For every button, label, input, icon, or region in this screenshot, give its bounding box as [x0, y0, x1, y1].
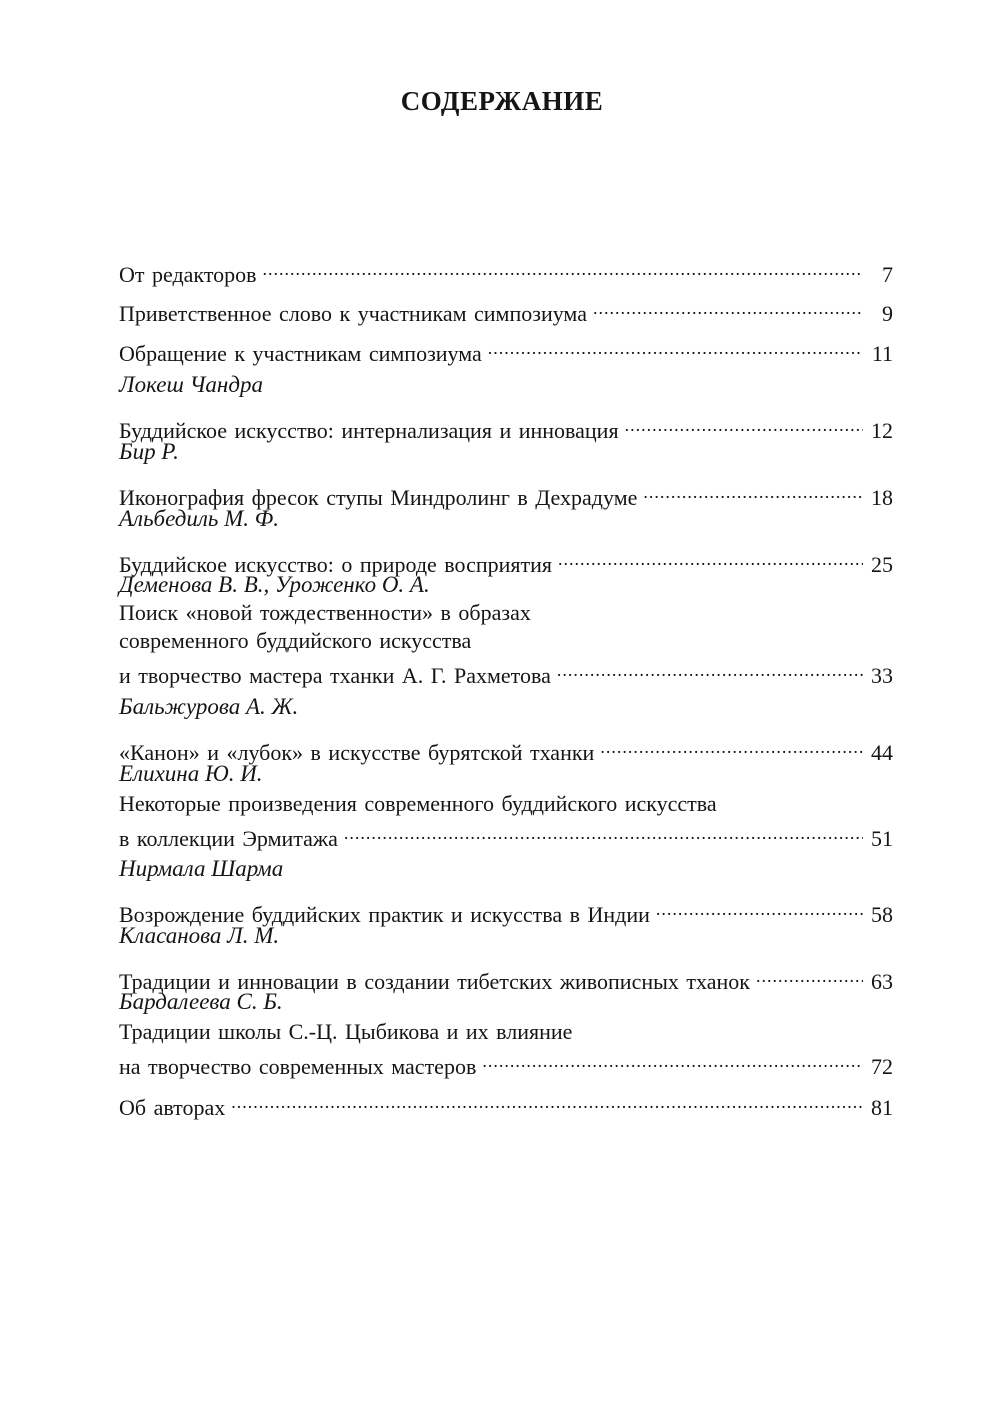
entry-title: Обращение к участникам симпозиума [119, 341, 482, 366]
toc-entry-address[interactable] [119, 333, 893, 366]
entry-title: Приветственное слово к участникам симпозиума [119, 301, 587, 326]
toc-entry-bir[interactable] [119, 438, 893, 510]
entry-title: и творчество мастера тханки А. Г. Рахметова [119, 663, 551, 688]
entry-title: Традиции и инновации в создании тибетских живописных тханок [119, 969, 750, 994]
toc-entry-line [119, 254, 893, 287]
toc-entry-line [119, 818, 893, 851]
page-number: 25 [871, 552, 893, 577]
page-number: 51 [871, 826, 893, 851]
toc-entry-lokesh[interactable] [119, 371, 893, 443]
toc-entry-line [119, 544, 893, 577]
entry-title: в коллекции Эрмитажа [119, 826, 338, 851]
toc-entry-line [119, 293, 893, 326]
page-number: 44 [871, 740, 893, 765]
toc-entry-klasanova[interactable] [119, 922, 893, 994]
toc-entry-elikhina[interactable] [119, 760, 893, 851]
toc-entry-line [119, 655, 893, 688]
entry-title: Буддийское искусство: о природе восприятия [119, 552, 553, 577]
entry-title: «Канон» и «лубок» в искусстве бурятской тханки [119, 740, 595, 765]
entry-title: Об авторах [119, 1095, 226, 1120]
toc-entry-balzhurova[interactable] [119, 693, 893, 765]
toc-entry-welcome[interactable] [119, 293, 893, 326]
toc-entry-bardaleeva[interactable] [119, 988, 893, 1079]
entry-title-line: Традиции школы С.-Ц. Цыбикова и их влияние [119, 1019, 573, 1044]
dot-leader [482, 1046, 863, 1074]
entry-title-line: современного буддийского искусства [119, 628, 472, 653]
entry-title: Возрождение буддийских практик и искусства в Индии [119, 902, 650, 927]
entry-title-line: Поиск «новой тождественности» в образах [119, 600, 531, 625]
page-title: СОДЕРЖАНИЕ [400, 86, 604, 116]
toc-entry-line [119, 961, 893, 994]
page-number: 72 [871, 1054, 893, 1079]
dot-leader [756, 961, 863, 989]
page-number: 7 [882, 262, 893, 287]
toc-entry-line [119, 333, 893, 366]
toc-entry-line [119, 1046, 893, 1079]
page-number: 63 [871, 969, 893, 994]
entry-author: Класанова Л. М. [119, 923, 280, 948]
toc-entry-line [119, 894, 893, 927]
page-number: 33 [871, 663, 893, 688]
dot-leader [231, 1087, 863, 1115]
entry-title: От редакторов [119, 262, 257, 287]
dot-leader [656, 894, 863, 922]
dot-leader [593, 293, 863, 321]
page-number: 18 [871, 485, 893, 510]
toc-entry-albedil[interactable] [119, 505, 893, 577]
entry-author: Нирмала Шарма [119, 856, 284, 881]
toc-entry-demenova[interactable] [119, 571, 893, 688]
entry-title-line: Некоторые произведения современного буддийского искусства [119, 791, 717, 816]
page-number: 9 [882, 301, 893, 326]
dot-leader [600, 732, 863, 760]
page-number: 81 [871, 1095, 893, 1120]
toc-entry-nirmala[interactable] [119, 855, 893, 927]
dot-leader [557, 655, 863, 683]
entry-author: Деменова В. В., Уроженко О. А. [119, 572, 430, 597]
dot-leader [643, 477, 863, 505]
page-number: 11 [871, 341, 893, 366]
toc-entry-line [119, 732, 893, 765]
entry-author: Бир Р. [119, 439, 179, 464]
toc-entry-editors[interactable] [119, 254, 893, 287]
page-number: 58 [871, 902, 893, 927]
entry-author: Елихина Ю. И. [119, 761, 263, 786]
entry-author: Бардалеева С. Б. [119, 989, 283, 1014]
dot-leader [625, 410, 863, 438]
entry-title: на творчество современных мастеров [119, 1054, 477, 1079]
entry-author: Бальжурова А. Ж. [119, 694, 299, 719]
toc-entry-line [119, 410, 893, 443]
dot-leader [558, 544, 863, 572]
toc-entry-line [119, 477, 893, 510]
entry-title: Иконография фресок ступы Миндролинг в Дехрадуме [119, 485, 638, 510]
entry-author: Альбедиль М. Ф. [119, 506, 280, 531]
entry-title: Буддийское искусство: интернализация и инновация [119, 418, 619, 443]
dot-leader [263, 254, 863, 282]
toc-entry-line [119, 1087, 893, 1120]
entry-author: Локеш Чандра [119, 372, 263, 397]
dot-leader [488, 333, 863, 361]
dot-leader [344, 818, 863, 846]
toc-entry-authors[interactable] [119, 1087, 893, 1120]
page-number: 12 [871, 418, 893, 443]
